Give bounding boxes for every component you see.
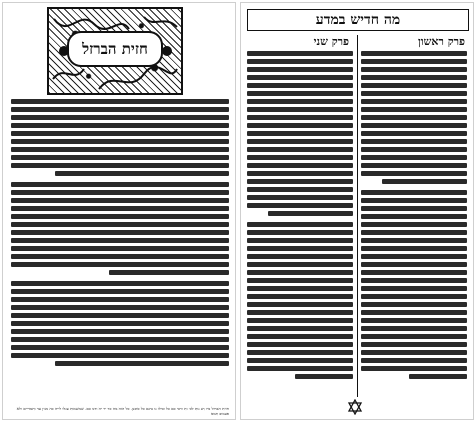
paragraph <box>361 190 467 379</box>
chapter-two-text <box>247 51 353 397</box>
paragraph <box>11 281 229 366</box>
star-of-david-icon <box>347 399 363 415</box>
chapter-one-heading: פרק ראשון <box>418 35 465 48</box>
paragraph <box>361 51 467 184</box>
chapter-two-heading: פרק שני <box>313 35 349 48</box>
page-header: מה חדיש במדע <box>247 9 469 31</box>
right-page <box>240 2 474 420</box>
left-body-text <box>11 99 229 395</box>
column-divider <box>357 35 358 397</box>
paragraph <box>11 182 229 275</box>
footnote: חזית הברזל מיו תנ נות לכ׳ ות ורבי כם כל ובילו נו נדנם כל סוכנן. כל הזה מה כד יר יה ודנו כם. שמשמות צגלו לייה כה מנין עד ותמדיים ולא פעמוב תמס <box>16 406 229 416</box>
paragraph <box>11 99 229 176</box>
chapter-one-text <box>361 51 467 397</box>
left-page <box>2 2 236 420</box>
ornamental-title-box <box>47 7 183 95</box>
paragraph <box>247 222 353 379</box>
ornament-title: חזית הברזל <box>67 31 163 67</box>
paragraph <box>247 51 353 216</box>
